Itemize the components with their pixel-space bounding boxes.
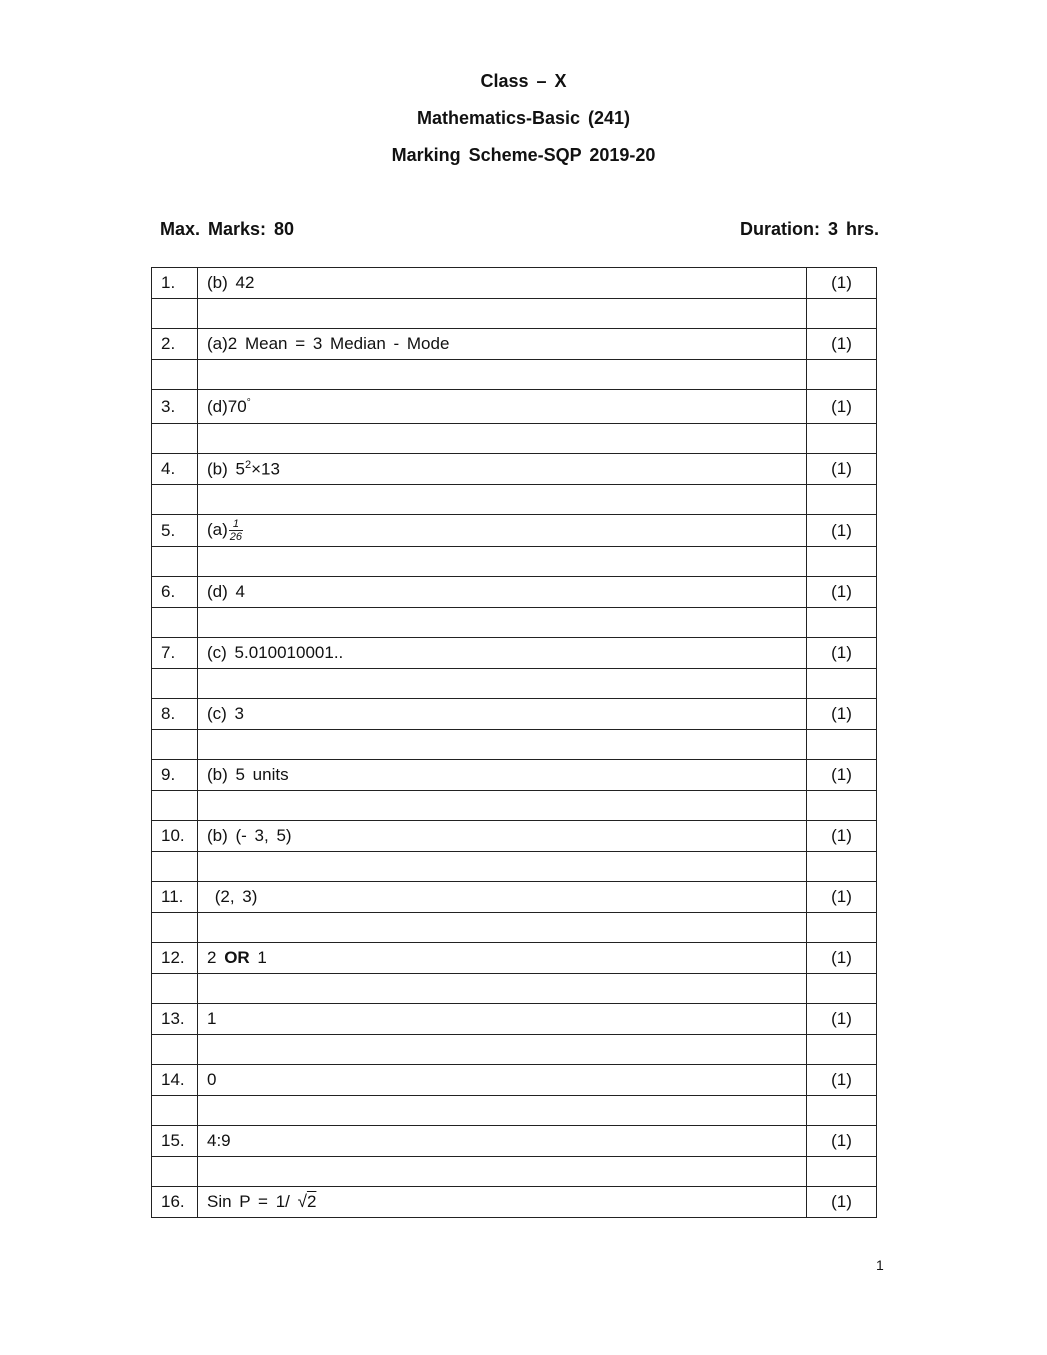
answer-text: (c) 5.010010001.. [198,638,807,669]
marks-value: (1) [807,943,877,974]
marking-scheme-table [151,267,877,1218]
document-scheme-title: Marking Scheme-SQP 2019-20 [391,145,656,165]
question-number: 13. [152,1004,198,1035]
answer-text: (b) (- 3, 5) [198,821,807,852]
spacer-row [152,730,877,760]
question-number: 1. [152,268,198,299]
answer-text: (a) $\frac{1}{26}$ [198,515,807,547]
answer-text: (d)70° [198,390,807,424]
question-number: 15. [152,1126,198,1157]
table-row [152,699,877,730]
answer-text: 0 [198,1065,807,1096]
spacer-row [152,1157,877,1187]
exponent: 2 [244,458,252,471]
table-row [152,268,877,299]
table-row [152,1187,877,1218]
question-number: 12. [152,943,198,974]
document-subject-title: Mathematics-Basic (241) [416,108,631,128]
table-row [152,515,877,547]
table-row [152,1004,877,1035]
question-number: 2. [152,329,198,360]
spacer-row [152,974,877,1004]
question-number: 6. [152,577,198,608]
answer-text: (a)2 Mean = 3 Median - Mode [198,329,807,360]
spacer-row [152,299,877,329]
question-number: 4. [152,454,198,485]
sqrt-radicand: 2 [306,1192,317,1211]
table-row [152,1126,877,1157]
answer-text: (c) 3 [198,699,807,730]
marks-value: (1) [807,1004,877,1035]
answer-text: (b) 42 [198,268,807,299]
marks-value: (1) [807,1187,877,1218]
spacer-row [152,791,877,821]
marks-value: (1) [807,882,877,913]
marks-value: (1) [807,390,877,424]
table-row [152,390,877,424]
duration: Duration: 3 hrs. [739,219,879,239]
max-marks: Max. Marks: 80 [160,219,295,239]
spacer-row [152,669,877,699]
table-row [152,638,877,669]
marks-value: (1) [807,821,877,852]
marks-value: (1) [807,760,877,791]
document-class-title: Class – X [480,71,567,91]
spacer-row [152,913,877,943]
table-row [152,821,877,852]
marks-value: (1) [807,329,877,360]
table-row [152,577,877,608]
table-row [152,882,877,913]
answer-text: (d) 4 [198,577,807,608]
spacer-row [152,1096,877,1126]
spacer-row [152,424,877,454]
answer-text: Sin P = 1/ √2 [198,1187,807,1218]
question-number: 7. [152,638,198,669]
table-row [152,454,877,485]
question-number: 10. [152,821,198,852]
answer-text: 4:9 [198,1126,807,1157]
answer-text: (2, 3) [198,882,807,913]
answer-text: 2 OR 1 [198,943,807,974]
question-number: 14. [152,1065,198,1096]
page-number: 1 [876,1257,884,1273]
marks-value: (1) [807,1065,877,1096]
spacer-row [152,852,877,882]
table-row [152,760,877,791]
answer-text: (b) 5 units [198,760,807,791]
question-number: 5. [152,515,198,547]
question-number: 9. [152,760,198,791]
marks-value: (1) [807,638,877,669]
spacer-row [152,485,877,515]
answer-text: (b) $5^2\times 13$ [198,454,807,485]
table-row [152,1065,877,1096]
spacer-row [152,1035,877,1065]
table-row [152,329,877,360]
marks-value: (1) [807,454,877,485]
question-number: 3. [152,390,198,424]
answer-text: 1 [198,1004,807,1035]
question-number: 16. [152,1187,198,1218]
spacer-row [152,360,877,390]
marks-value: (1) [807,515,877,547]
spacer-row [152,608,877,638]
table-row [152,943,877,974]
degree-symbol: ° [246,396,251,408]
marks-value: (1) [807,1126,877,1157]
marks-value: (1) [807,268,877,299]
fraction: $\frac{1}{26}$ [229,518,243,543]
question-number: 8. [152,699,198,730]
question-number: 11. [152,882,198,913]
spacer-row [152,547,877,577]
marks-value: (1) [807,577,877,608]
marks-value: (1) [807,699,877,730]
